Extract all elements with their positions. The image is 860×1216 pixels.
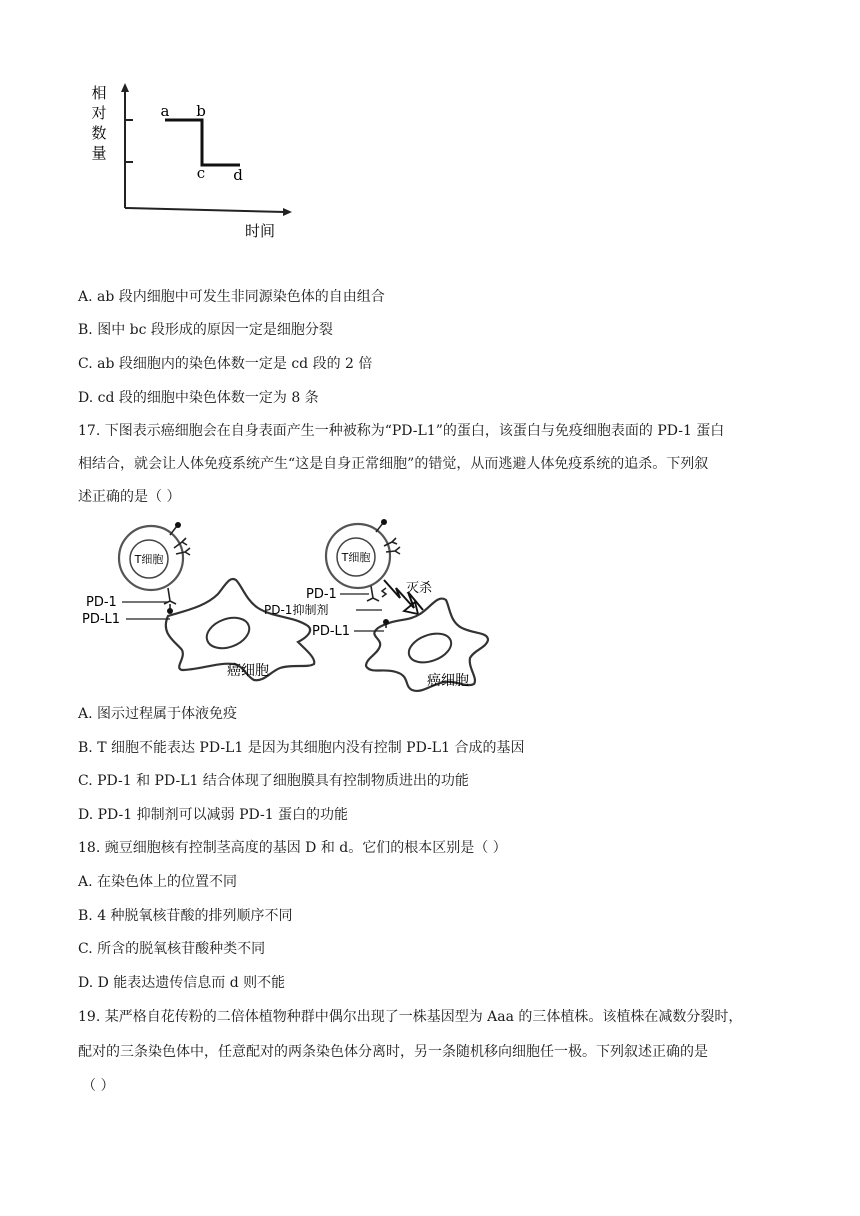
left-t-cell-label: T细胞	[134, 553, 164, 566]
q17-stem-line-2: 相结合，就会让人体免疫系统产生“这是自身正常细胞”的错觉，从而逃避人体免疫系统的追杀。下列叙	[78, 456, 709, 472]
left-cancer-nucleus	[203, 612, 254, 653]
right-cancer-cell-label: 癌细胞	[427, 673, 469, 689]
graph-step-line	[165, 120, 240, 165]
left-pd1-label: PD-1	[86, 595, 117, 610]
graph-y-label-4: 量	[91, 144, 107, 162]
right-pdl1-head	[383, 619, 389, 625]
q17-option-d: D. PD-1 抑制剂可以减弱 PD-1 蛋白的功能	[78, 807, 349, 823]
graph-y-label-2: 对	[91, 104, 107, 122]
graph-x-axis	[125, 208, 285, 212]
q18-option-a: A. 在染色体上的位置不同	[78, 874, 238, 890]
q16-option-b: B. 图中 bc 段形成的原因一定是细胞分裂	[78, 322, 333, 338]
relative-quantity-graph	[80, 78, 300, 248]
left-cancer-cell-label: 癌细胞	[227, 663, 269, 679]
graph-label-d: d	[233, 166, 243, 184]
left-tcr-head	[175, 522, 181, 528]
graph-y-label-1: 相	[91, 84, 107, 102]
left-panel	[82, 522, 314, 680]
q18-option-b: B. 4 种脱氧核苷酸的排列顺序不同	[78, 908, 293, 924]
graph-label-a: a	[160, 102, 170, 120]
right-pdl1-label: PD-L1	[312, 624, 351, 639]
q16-option-c: C. ab 段细胞内的染色体数一定是 cd 段的 2 倍	[78, 356, 373, 372]
q17-option-a: A. 图示过程属于体液免疫	[78, 706, 238, 722]
q18-option-d: D. D 能表达遗传信息而 d 则不能	[78, 975, 286, 991]
right-t-cell-label: T细胞	[341, 551, 371, 564]
left-pdl1-head	[167, 608, 173, 614]
q17-stem-line-3: 述正确的是（ ）	[78, 489, 181, 505]
q16-option-a: A. ab 段内细胞中可发生非同源染色体的自由组合	[78, 289, 385, 305]
q19-stem-line-3: （ ）	[82, 1078, 115, 1094]
graph-label-c: c	[196, 164, 206, 182]
q19-stem-line-2: 配对的三条染色体中，任意配对的两条染色体分离时，另一条随机移向细胞任一极。下列叙述正确的是	[78, 1044, 708, 1060]
q17-option-b: B. T 细胞不能表达 PD-L1 是因为其细胞内没有控制 PD-L1 合成的基因	[78, 740, 525, 756]
q19-stem-line-1: 19. 某严格自花传粉的二倍体植物种群中偶尔出现了一株基因型为 Aaa 的三体植株。该植株在减数分裂时，	[78, 1009, 743, 1025]
right-inhibitor-icon	[382, 588, 386, 597]
q17-stem-line-1: 17. 下图表示癌细胞会在自身表面产生一种被称为“PD-L1”的蛋白，该蛋白与免疫细胞表面的 PD-1 蛋白	[78, 423, 725, 439]
q16-option-d: D. cd 段的细胞中染色体数一定为 8 条	[78, 390, 319, 406]
right-cancer-nucleus	[405, 628, 455, 667]
graph-y-arrow	[121, 83, 129, 92]
pd1-pdl1-figure	[78, 518, 498, 698]
right-tcr-stalk	[376, 523, 383, 532]
graph-y-label-3: 数	[91, 124, 107, 142]
right-tcr-head	[381, 519, 387, 525]
left-pdl1-label: PD-L1	[82, 612, 121, 627]
q17-option-c: C. PD-1 和 PD-L1 结合体现了细胞膜具有控制物质进出的功能	[78, 773, 469, 789]
q18-option-c: C. 所含的脱氧核苷酸种类不同	[78, 941, 266, 957]
left-tcr-stalk	[170, 526, 177, 535]
graph-label-b: b	[196, 102, 206, 120]
graph-x-arrow	[283, 208, 292, 216]
right-pd1-label: PD-1	[306, 587, 337, 602]
right-kill-label: 灭杀	[406, 581, 433, 596]
right-inhibitor-label: PD-1抑制剂	[264, 603, 329, 617]
graph-x-label: 时间	[244, 222, 276, 240]
q18-stem: 18. 豌豆细胞核有控制茎高度的基因 D 和 d。它们的根本区别是（ ）	[78, 840, 507, 856]
